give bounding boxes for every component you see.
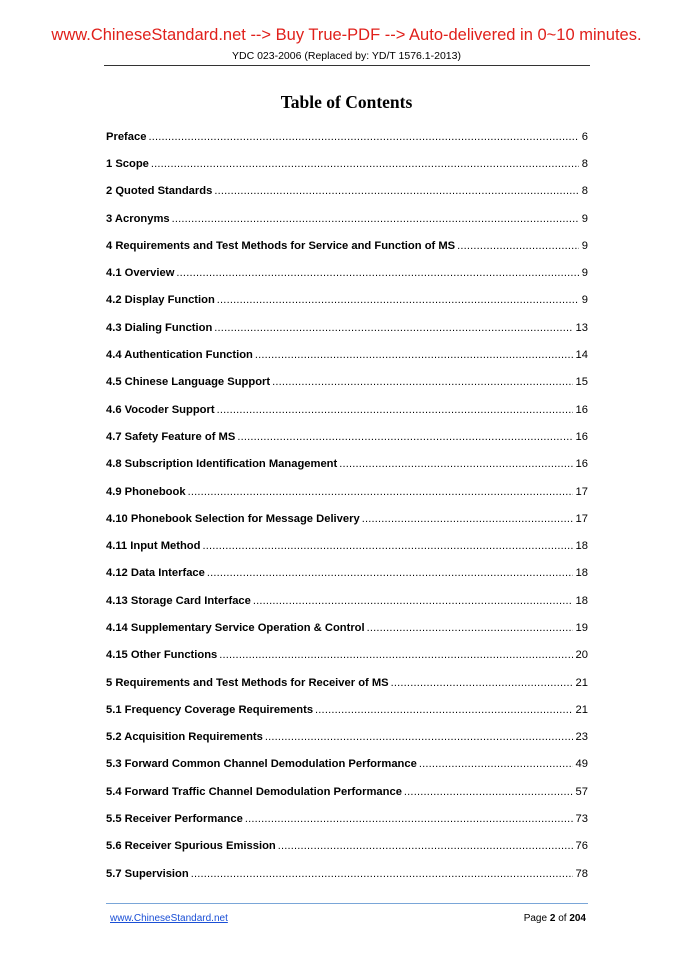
toc-entry[interactable]	[106, 642, 588, 669]
toc-dot-leader	[151, 158, 579, 170]
toc-dot-leader	[315, 704, 573, 716]
toc-entry-label: 5 Requirements and Test Methods for Receiver of MS	[106, 676, 389, 689]
toc-entry[interactable]	[106, 696, 588, 723]
toc-entry-label: 4.2 Display Function	[106, 294, 215, 307]
toc-entry[interactable]	[106, 150, 588, 177]
toc-entry-label: 4.6 Vocoder Support	[106, 403, 215, 416]
toc-entry-label: 1 Scope	[106, 157, 149, 170]
toc-entry-page: 17	[575, 485, 588, 498]
toc-entry-page: 6	[581, 130, 588, 143]
toc-entry-label: 4.13 Storage Card Interface	[106, 594, 251, 607]
toc-dot-leader	[207, 567, 573, 579]
footer-page-number	[524, 913, 586, 924]
header-banner: www.ChineseStandard.net --> Buy True-PDF --> Auto-delivered in 0~10 minutes.	[51, 26, 642, 44]
toc-dot-leader	[362, 513, 573, 525]
toc-entry-label: 4.9 Phonebook	[106, 485, 186, 498]
toc-dot-leader	[404, 786, 573, 798]
toc-entry-label: 4.3 Dialing Function	[106, 321, 213, 334]
toc-entry-page: 9	[581, 239, 588, 252]
toc-entry-page: 9	[581, 212, 588, 225]
toc-entry-page: 15	[575, 376, 588, 389]
toc-dot-leader	[255, 349, 573, 361]
toc-entry[interactable]	[106, 259, 588, 286]
toc-entry-page: 20	[575, 649, 588, 662]
toc-entry[interactable]	[106, 614, 588, 641]
toc-entry-page: 57	[575, 785, 588, 798]
toc-entry-label: 4.1 Overview	[106, 267, 175, 280]
toc-dot-leader	[202, 540, 572, 552]
toc-entry-label: 5.4 Forward Traffic Channel Demodulation Performance	[106, 785, 402, 798]
toc-entry[interactable]	[106, 505, 588, 532]
toc-entry-page: 19	[575, 621, 588, 634]
toc-entry-page: 13	[575, 321, 588, 334]
toc-title: Table of Contents	[280, 92, 413, 112]
toc-entry[interactable]	[106, 396, 588, 423]
header-divider	[104, 65, 590, 66]
toc-entry-label: 5.7 Supervision	[106, 867, 189, 880]
footer-divider	[106, 903, 588, 904]
toc-entry[interactable]	[106, 805, 588, 832]
toc-entry[interactable]	[106, 478, 588, 505]
toc-entry-page: 18	[575, 540, 588, 553]
toc-dot-leader	[188, 486, 573, 498]
toc-entry-label: 4.8 Subscription Identification Management	[106, 458, 338, 471]
toc-entry-page: 78	[575, 867, 588, 880]
toc-entry[interactable]	[106, 369, 588, 396]
toc-dot-leader	[245, 813, 573, 825]
toc-dot-leader	[265, 731, 573, 743]
toc-entry[interactable]	[106, 205, 588, 232]
toc-entry-label: 5.2 Acquisition Requirements	[106, 731, 263, 744]
toc-entry-label: 3 Acronyms	[106, 212, 170, 225]
toc-entry-label: 5.1 Frequency Coverage Requirements	[106, 703, 314, 716]
toc-entry[interactable]	[106, 423, 588, 450]
toc-entry[interactable]	[106, 778, 588, 805]
toc-entry[interactable]	[106, 860, 588, 887]
toc-entry[interactable]	[106, 123, 588, 150]
toc-entry-page: 21	[575, 703, 588, 716]
toc-entry[interactable]	[106, 341, 588, 368]
toc-entry[interactable]	[106, 451, 588, 478]
toc-entry-page: 73	[575, 813, 588, 826]
toc-dot-leader	[253, 595, 573, 607]
document-subheader: YDC 023-2006 (Replaced by: YD/T 1576.1-2013)	[231, 50, 461, 62]
toc-entry[interactable]	[106, 232, 588, 259]
toc-entry-label: 4.11 Input Method	[106, 540, 201, 553]
toc-entry-page: 76	[575, 840, 588, 853]
page-current: 2	[549, 913, 556, 924]
toc-dot-leader	[457, 240, 579, 252]
toc-dot-leader	[214, 322, 572, 334]
toc-entry-label: 4.14 Supplementary Service Operation & Control	[106, 621, 365, 634]
toc-entry-label: 5.3 Forward Common Channel Demodulation Performance	[106, 758, 417, 771]
toc-entry-page: 18	[575, 594, 588, 607]
toc-entry[interactable]	[106, 314, 588, 341]
footer-website-link[interactable]: www.ChineseStandard.net	[110, 913, 228, 924]
toc-dot-leader	[176, 267, 578, 279]
page-of: of	[558, 913, 567, 924]
toc-entry-page: 9	[581, 267, 588, 280]
page-total: 204	[569, 913, 586, 924]
toc-entry[interactable]	[106, 287, 588, 314]
toc-dot-leader	[214, 185, 578, 197]
toc-entry-page: 16	[575, 430, 588, 443]
toc-entry[interactable]	[106, 833, 588, 860]
toc-entry[interactable]	[106, 669, 588, 696]
toc-dot-leader	[391, 677, 573, 689]
toc-entry-page: 14	[575, 349, 588, 362]
toc-entry-label: 5.5 Receiver Performance	[106, 813, 243, 826]
toc-entry-label: 4.10 Phonebook Selection for Message Delivery	[106, 512, 360, 525]
toc-entry[interactable]	[106, 751, 588, 778]
toc-dot-leader	[219, 649, 572, 661]
toc-entry-label: 4 Requirements and Test Methods for Service and Function of MS	[106, 239, 456, 252]
toc-dot-leader	[172, 213, 579, 225]
toc-entry-page: 18	[575, 567, 588, 580]
toc-dot-leader	[217, 294, 579, 306]
toc-entry-label: 5.6 Receiver Spurious Emission	[106, 840, 276, 853]
toc-entry-label: Preface	[106, 130, 147, 143]
toc-dot-leader	[367, 622, 573, 634]
toc-entry[interactable]	[106, 587, 588, 614]
toc-entry-label: 4.7 Safety Feature of MS	[106, 430, 236, 443]
toc-dot-leader	[419, 758, 573, 770]
toc-entry-page: 21	[575, 676, 588, 689]
toc-entry-page: 23	[575, 731, 588, 744]
toc-dot-leader	[278, 840, 573, 852]
toc-entry-page: 9	[581, 294, 588, 307]
toc-entry-page: 16	[575, 458, 588, 471]
toc-dot-leader	[339, 458, 572, 470]
toc-entry-label: 2 Quoted Standards	[106, 185, 213, 198]
page-prefix: Page	[523, 913, 548, 924]
toc-dot-leader	[217, 404, 573, 416]
toc-entry-label: 4.4 Authentication Function	[106, 349, 253, 362]
toc-entry-label: 4.12 Data Interface	[106, 567, 205, 580]
toc-entry-label: 4.15 Other Functions	[106, 649, 218, 662]
toc-dot-leader	[237, 431, 572, 443]
toc-entry-label: 4.5 Chinese Language Support	[106, 376, 271, 389]
toc-entry[interactable]	[106, 178, 588, 205]
toc-dot-leader	[148, 131, 578, 143]
toc-entry-page: 8	[581, 157, 588, 170]
toc-entry-page: 49	[575, 758, 588, 771]
toc-list	[106, 123, 588, 887]
toc-dot-leader	[272, 376, 572, 388]
toc-entry-page: 17	[575, 512, 588, 525]
toc-dot-leader	[191, 868, 573, 880]
toc-entry[interactable]	[106, 560, 588, 587]
toc-entry-page: 8	[581, 185, 588, 198]
toc-entry[interactable]	[106, 724, 588, 751]
toc-entry-page: 16	[575, 403, 588, 416]
toc-entry[interactable]	[106, 532, 588, 559]
